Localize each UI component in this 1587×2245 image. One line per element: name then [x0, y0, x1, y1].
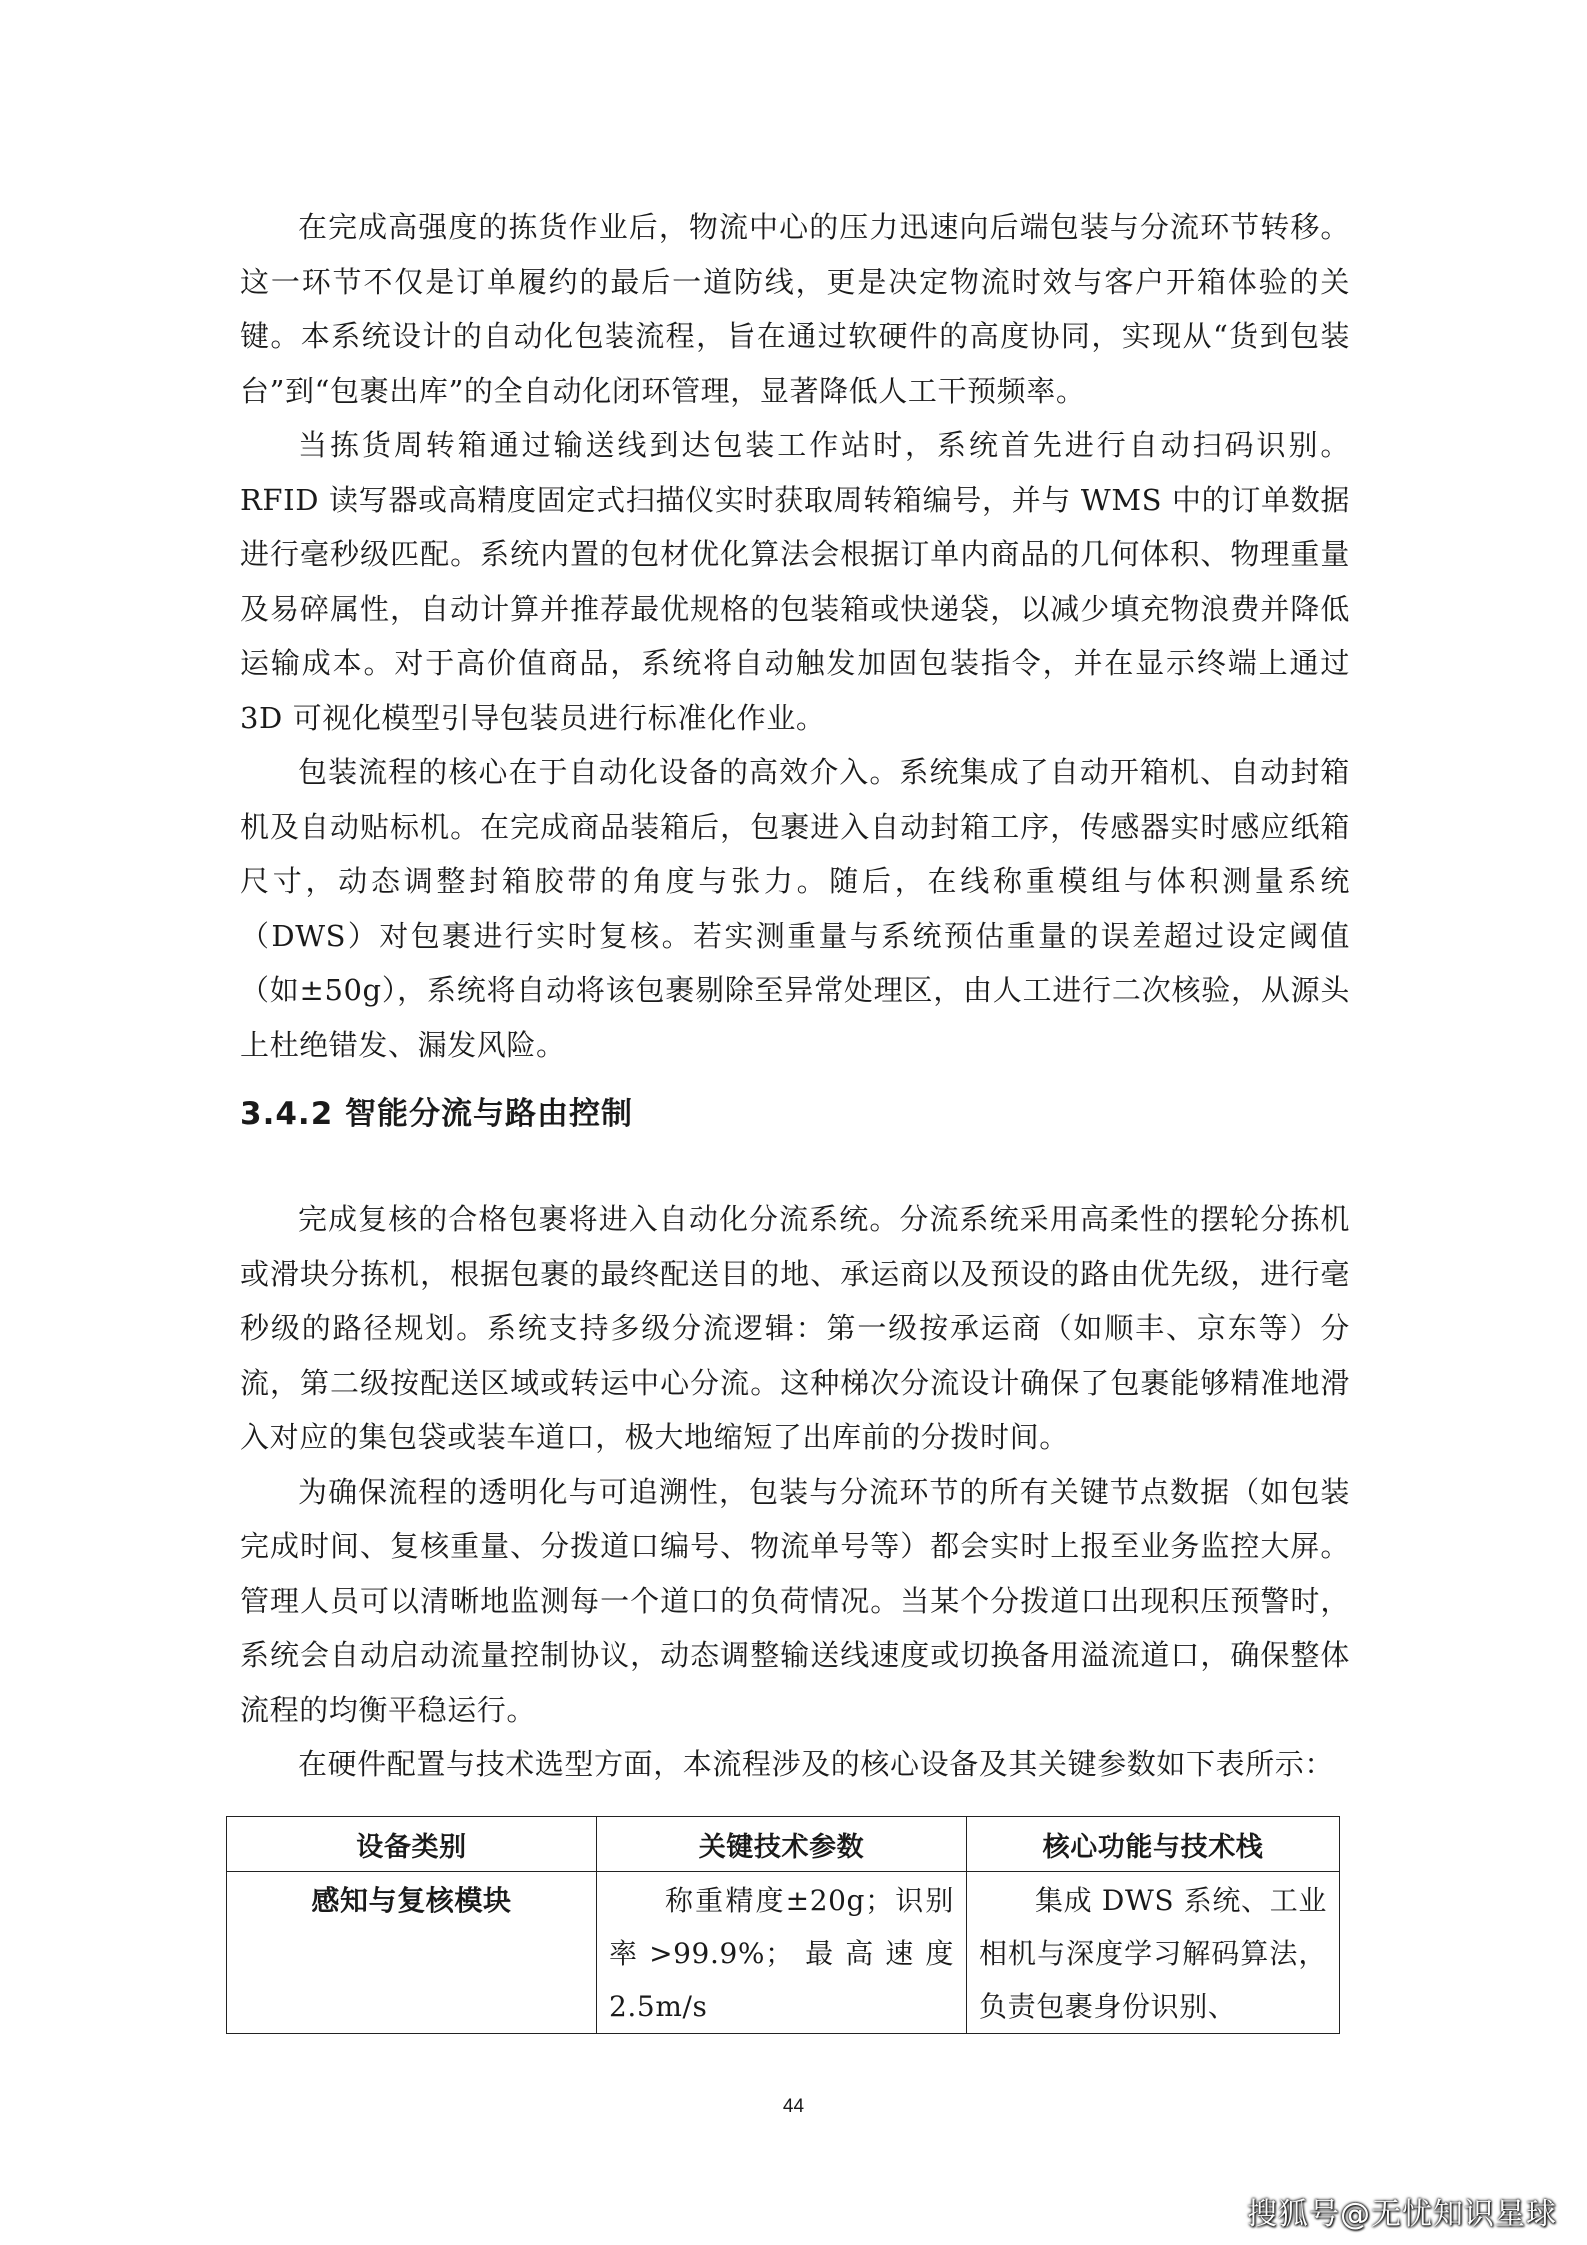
paragraph: 当拣货周转箱通过输送线到达包装工作站时，系统首先进行自动扫码识别。RFID 读写器或高精度固定式扫描仪实时获取周转箱编号，并与 WMS 中的订单数据进行毫秒级匹配。系统内置的包材优化算法会根据订单内商品的几何体积、物理重量及易碎属性，自动计算并推荐最优规格的包装箱或快递袋，以减少填充物浪费并降低运输成本。对于高价值商品，系统将自动触发加固包装指令，并在显示终端上通过 3D 可视化模型引导包装员进行标准化作业。	[240, 428, 1350, 735]
section-heading: 3.4.2 智能分流与路由控制	[240, 1096, 634, 1132]
body-text-bottom	[240, 1192, 1350, 1792]
table-header-cell: 核心功能与技术栈	[967, 1817, 1340, 1872]
paragraph: 包装流程的核心在于自动化设备的高效介入。系统集成了自动开箱机、自动封箱机及自动贴标机。在完成商品装箱后，包裹进入自动封箱工序，传感器实时感应纸箱尺寸，动态调整封箱胶带的角度与张力。随后，在线称重模组与体积测量系统（DWS）对包裹进行实时复核。若实测重量与系统预估重量的误差超过设定阈值（如±50g），系统将自动将该包裹剔除至异常处理区，由人工进行二次核验，从源头上杜绝错发、漏发风险。	[240, 755, 1350, 1062]
table-header-row	[227, 1817, 1340, 1872]
paragraph: 在完成高强度的拣货作业后，物流中心的压力迅速向后端包装与分流环节转移。这一环节不仅是订单履约的最后一道防线，更是决定物流时效与客户开箱体验的关键。本系统设计的自动化包装流程，旨在通过软硬件的高度协同，实现从“货到包装台”到“包裹出库”的全自动化闭环管理，显著降低人工干预频率。	[240, 210, 1350, 408]
table-header-cell: 设备类别	[227, 1817, 597, 1872]
table-header-cell: 关键技术参数	[597, 1817, 967, 1872]
paragraph: 完成复核的合格包裹将进入自动化分流系统。分流系统采用高柔性的摆轮分拣机或滑块分拣机，根据包裹的最终配送目的地、承运商以及预设的路由优先级，进行毫秒级的路径规划。系统支持多级分流逻辑：第一级按承运商（如顺丰、京东等）分流，第二级按配送区域或转运中心分流。这种梯次分流设计确保了包裹能够精准地滑入对应的集包袋或装车道口，极大地缩短了出库前的分拨时间。	[240, 1202, 1350, 1454]
body-text-top	[240, 200, 1350, 1072]
table-cell-function: 集成 DWS 系统、工业相机与深度学习解码算法，负责包裹身份识别、	[967, 1872, 1340, 2034]
paragraph: 为确保流程的透明化与可追溯性，包装与分流环节的所有关键节点数据（如包装完成时间、复核重量、分拨道口编号、物流单号等）都会实时上报至业务监控大屏。管理人员可以清晰地监测每一个道口的负荷情况。当某个分拨道口出现积压预警时，系统会自动启动流量控制协议，动态调整输送线速度或切换备用溢流道口，确保整体流程的均衡平稳运行。	[240, 1474, 1350, 1727]
table-row	[227, 1872, 1340, 2034]
paragraph: 在硬件配置与技术选型方面，本流程涉及的核心设备及其关键参数如下表所示：	[298, 1747, 1335, 1781]
equipment-spec-table	[226, 1816, 1340, 2034]
page-number: 44	[782, 2096, 805, 2117]
table-cell-category: 感知与复核模块	[227, 1872, 597, 2034]
table-cell-params: 称重精度±20g；识别率>99.9%；最高速度 2.5m/s	[597, 1872, 967, 2034]
watermark: 搜狐号@无忧知识星球	[1247, 2197, 1557, 2232]
